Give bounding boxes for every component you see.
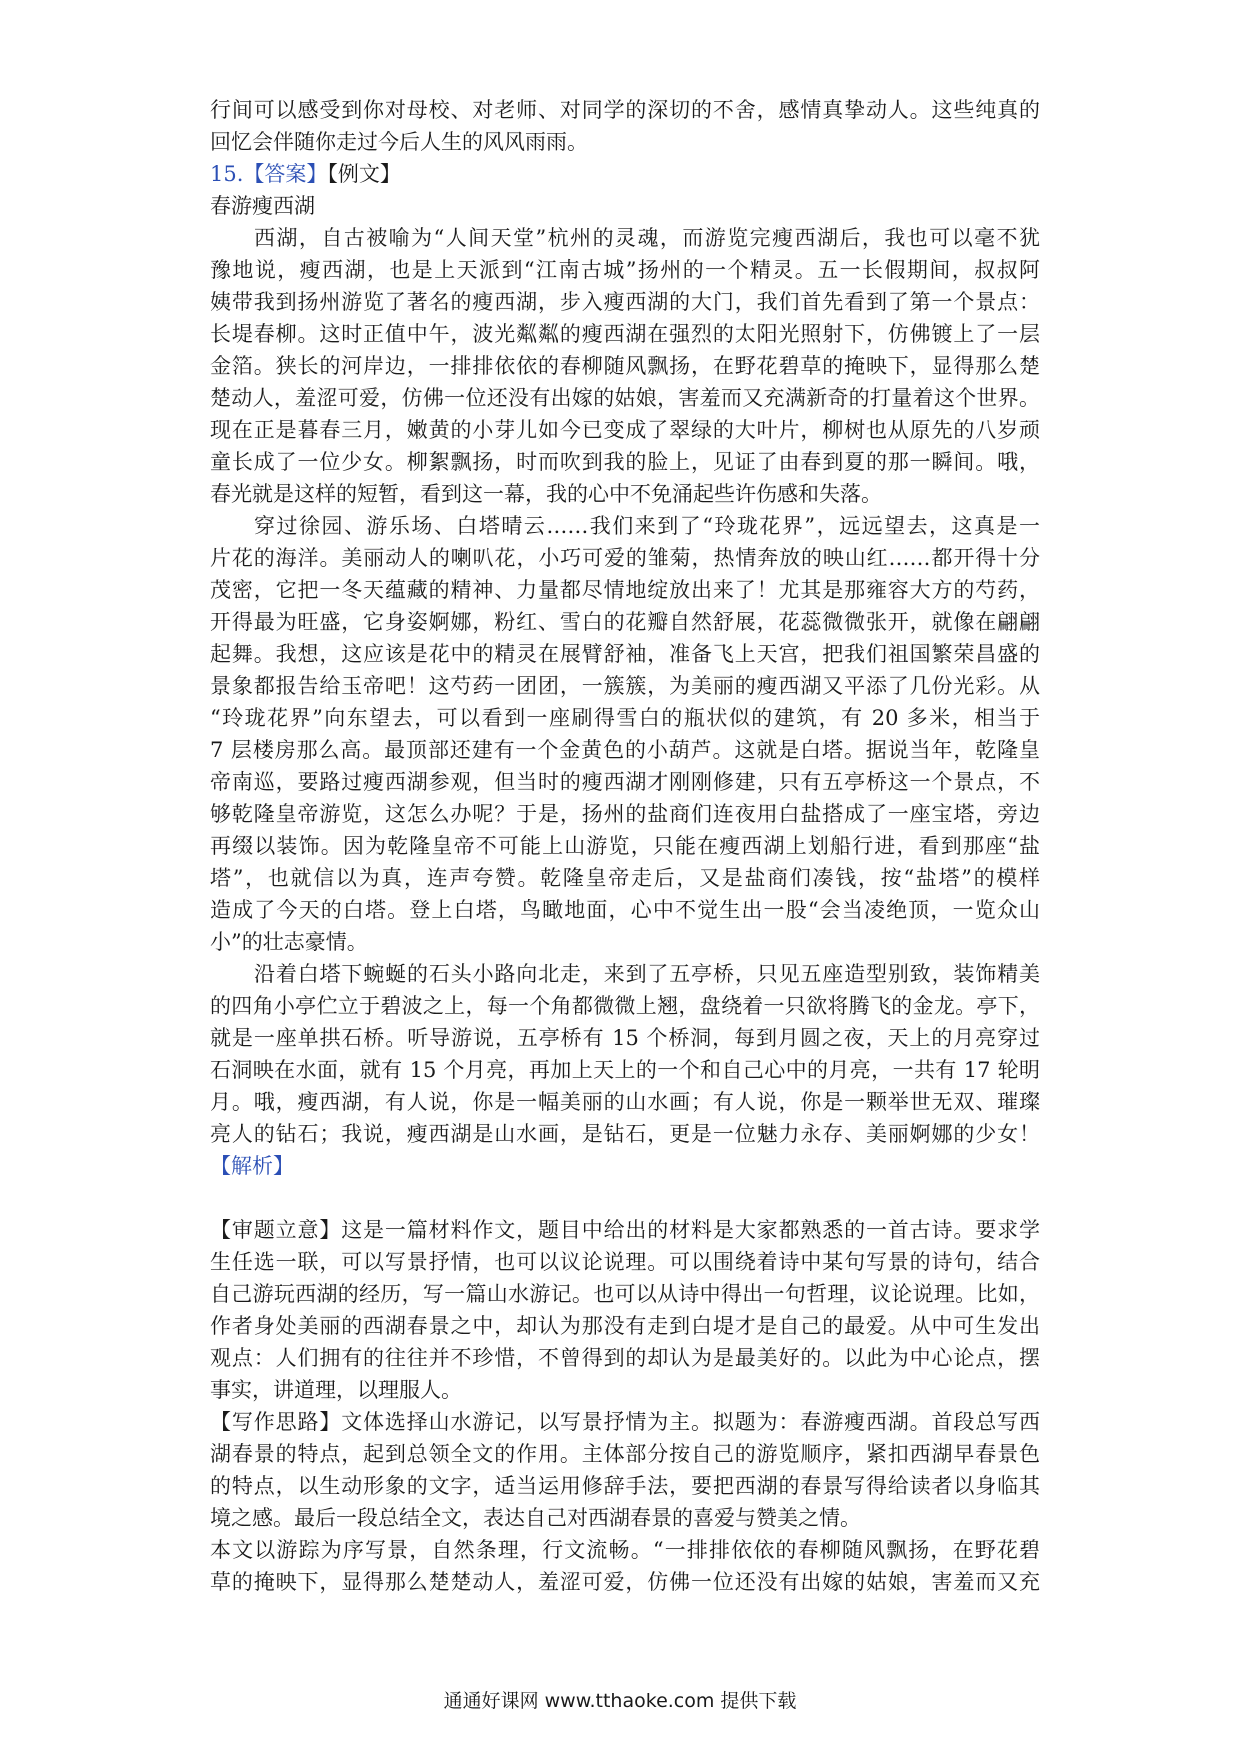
text-line: 童长成了一位少女。柳絮飘扬，时而吹到我的脸上，见证了由春到夏的那一瞬间。哦， <box>210 450 1040 474</box>
text-line: 本文以游踪为序写景，自然条理，行文流畅。“一排排依依的春柳随风飘扬，在野花碧 <box>210 1538 1040 1562</box>
text-line: 回忆会伴随你走过今后人生的风风雨雨。 <box>210 130 588 154</box>
text-line: 亮人的钻石；我说，瘦西湖是山水画，是钻石，更是一位魅力永存、美丽婀娜的少女！ <box>210 1122 1040 1146</box>
text-line: 姨带我到扬州游览了著名的瘦西湖，步入瘦西湖的大门，我们首先看到了第一个景点： <box>210 290 1040 314</box>
essay-paragraph-1 <box>210 222 1040 510</box>
text-line: 片花的海洋。美丽动人的喇叭花，小巧可爱的雏菊，热情奔放的映山红……都开得十分 <box>210 546 1040 570</box>
text-line: 起舞。我想，这应该是花中的精灵在展臂舒袖，准备飞上天宫，把我们祖国繁荣昌盛的 <box>210 642 1040 666</box>
analysis-tag: 【解析】 <box>210 1154 294 1178</box>
text-line: 【审题立意】这是一篇材料作文，题目中给出的材料是大家都熟悉的一首古诗。要求学 <box>210 1218 1040 1242</box>
text-line: 景象都报告给玉帝吧！这芍药一团团，一簇簇，为美丽的瘦西湖又平添了几份光彩。从 <box>210 674 1040 698</box>
analysis-section-theme <box>210 1214 1040 1406</box>
text-line: 再缀以装饰。因为乾隆皇帝不可能上山游览，只能在瘦西湖上划船行进，看到那座“盐 <box>210 834 1040 858</box>
text-line: 的特点，以生动形象的文字，适当运用修辞手法，要把西湖的春景写得给读者以身临其 <box>210 1474 1040 1498</box>
text-line: 就是一座单拱石桥。听导游说，五亭桥有 15 个桥洞，每到月圆之夜，天上的月亮穿过 <box>210 1026 1040 1050</box>
text-line: 帝南巡，要路过瘦西湖参观，但当时的瘦西湖才刚刚修建，只有五亭桥这一个景点，不 <box>210 770 1040 794</box>
example-tag: 【例文】 <box>327 162 401 186</box>
text-line: 塔”，也就信以为真，连声夸赞。乾隆皇帝走后，又是盐商们凑钱，按“盐塔”的模样 <box>210 866 1040 890</box>
text-line: 茂密，它把一冬天蕴藏的精神、力量都尽情地绽放出来了！尤其是那雍容大方的芍药， <box>210 578 1040 602</box>
essay-paragraph-3 <box>210 958 1040 1150</box>
document-page <box>210 94 1040 1598</box>
text-line: 现在正是暮春三月，嫩黄的小芽儿如今已变成了翠绿的大叶片，柳树也从原先的八岁顽 <box>210 418 1040 442</box>
text-line: “玲珑花界”向东望去，可以看到一座刷得雪白的瓶状似的建筑，有 20 多米，相当于 <box>210 706 1040 730</box>
text-line: 生任选一联，可以写景抒情，也可以议论说理。可以围绕着诗中某句写景的诗句，结合 <box>210 1250 1040 1274</box>
text-line: 春光就是这样的短暂，看到这一幕，我的心中不免涌起些许伤感和失落。 <box>210 482 882 506</box>
text-line: 开得最为旺盛，它身姿婀娜，粉红、雪白的花瓣自然舒展，花蕊微微张开，就像在翩翩 <box>210 610 1040 634</box>
blank-line <box>210 1182 1040 1214</box>
text-line: 行间可以感受到你对母校、对老师、对同学的深切的不舍，感情真挚动人。这些纯真的 <box>210 98 1040 122</box>
question-number: 15. <box>210 162 244 186</box>
text-line: 月。哦，瘦西湖，有人说，你是一幅美丽的山水画；有人说，你是一颗举世无双、璀璨 <box>210 1090 1040 1114</box>
text-line: 够乾隆皇帝游览，这怎么办呢？于是，扬州的盐商们连夜用白盐搭成了一座宝塔，旁边 <box>210 802 1040 826</box>
text-line: 造成了今天的白塔。登上白塔，鸟瞰地面，心中不觉生出一股“会当凌绝顶，一览众山 <box>210 898 1040 922</box>
text-line: 作者身处美丽的西湖春景之中，却认为那没有走到白堤才是自己的最爱。从中可生发出 <box>210 1314 1040 1338</box>
text-line: 沿着白塔下蜿蜒的石头小路向北走，来到了五亭桥，只见五座造型别致，装饰精美 <box>254 962 1040 986</box>
page-footer: 通通好课网 www.tthaoke.com 提供下载 <box>443 1690 797 1712</box>
text-line: 湖春景的特点，起到总领全文的作用。主体部分按自己的游览顺序，紧扣西湖早春景色 <box>210 1442 1040 1466</box>
text-line: 境之感。最后一段总结全文，表达自己对西湖春景的喜爱与赞美之情。 <box>210 1506 861 1530</box>
text-line: 观点：人们拥有的往往并不珍惜，不曾得到的却认为是最美好的。以此为中心论点，摆 <box>210 1346 1040 1370</box>
analysis-section-approach <box>210 1406 1040 1534</box>
text-line: 事实，讲道理，以理服人。 <box>210 1378 462 1402</box>
text-line: 穿过徐园、游乐场、白塔晴云……我们来到了“玲珑花界”，远远望去，这真是一 <box>254 514 1040 538</box>
text-line: 自己游玩西湖的经历，写一篇山水游记。也可以从诗中得出一句哲理，议论说理。比如， <box>210 1282 1040 1306</box>
text-line: 豫地说，瘦西湖，也是上天派到“江南古城”扬州的一个精灵。五一长假期间，叔叔阿 <box>210 258 1040 282</box>
text-line: 石洞映在水面，就有 15 个月亮，再加上天上的一个和自己心中的月亮，一共有 17 轮明 <box>210 1058 1040 1082</box>
text-line: 小”的壮志豪情。 <box>210 930 368 954</box>
text-line: 金箔。狭长的河岸边，一排排依依的春柳随风飘扬，在野花碧草的掩映下，显得那么楚 <box>210 354 1040 378</box>
essay-paragraph-2 <box>210 510 1040 958</box>
text-line: 长堤春柳。这时正值中午，波光粼粼的瘦西湖在强烈的太阳光照射下，仿佛镀上了一层 <box>210 322 1040 346</box>
text-line: 西湖，自古被喻为“人间天堂”杭州的灵魂，而游览完瘦西湖后，我也可以毫不犹 <box>254 226 1040 250</box>
text-line: 草的掩映下，显得那么楚楚动人，羞涩可爱，仿佛一位还没有出嫁的姑娘，害羞而又充 <box>210 1570 1040 1594</box>
text-line: 7 层楼房那么高。最顶部还建有一个金黄色的小葫芦。这就是白塔。据说当年，乾隆皇 <box>210 738 1040 762</box>
analysis-section-comment <box>210 1534 1040 1598</box>
text-line: 【写作思路】文体选择山水游记，以写景抒情为主。拟题为：春游瘦西湖。首段总写西 <box>210 1410 1040 1434</box>
text-line: 楚动人，羞涩可爱，仿佛一位还没有出嫁的姑娘，害羞而又充满新奇的打量着这个世界。 <box>210 386 1040 410</box>
answer-heading <box>210 158 1040 190</box>
intro-paragraph <box>210 94 1040 158</box>
essay-title: 春游瘦西湖 <box>210 194 315 218</box>
text-line: 的四角小亭伫立于碧波之上，每一个角都微微上翘，盘绕着一只欲将腾飞的金龙。亭下， <box>210 994 1040 1018</box>
answer-tag: 【答案】 <box>243 162 328 186</box>
